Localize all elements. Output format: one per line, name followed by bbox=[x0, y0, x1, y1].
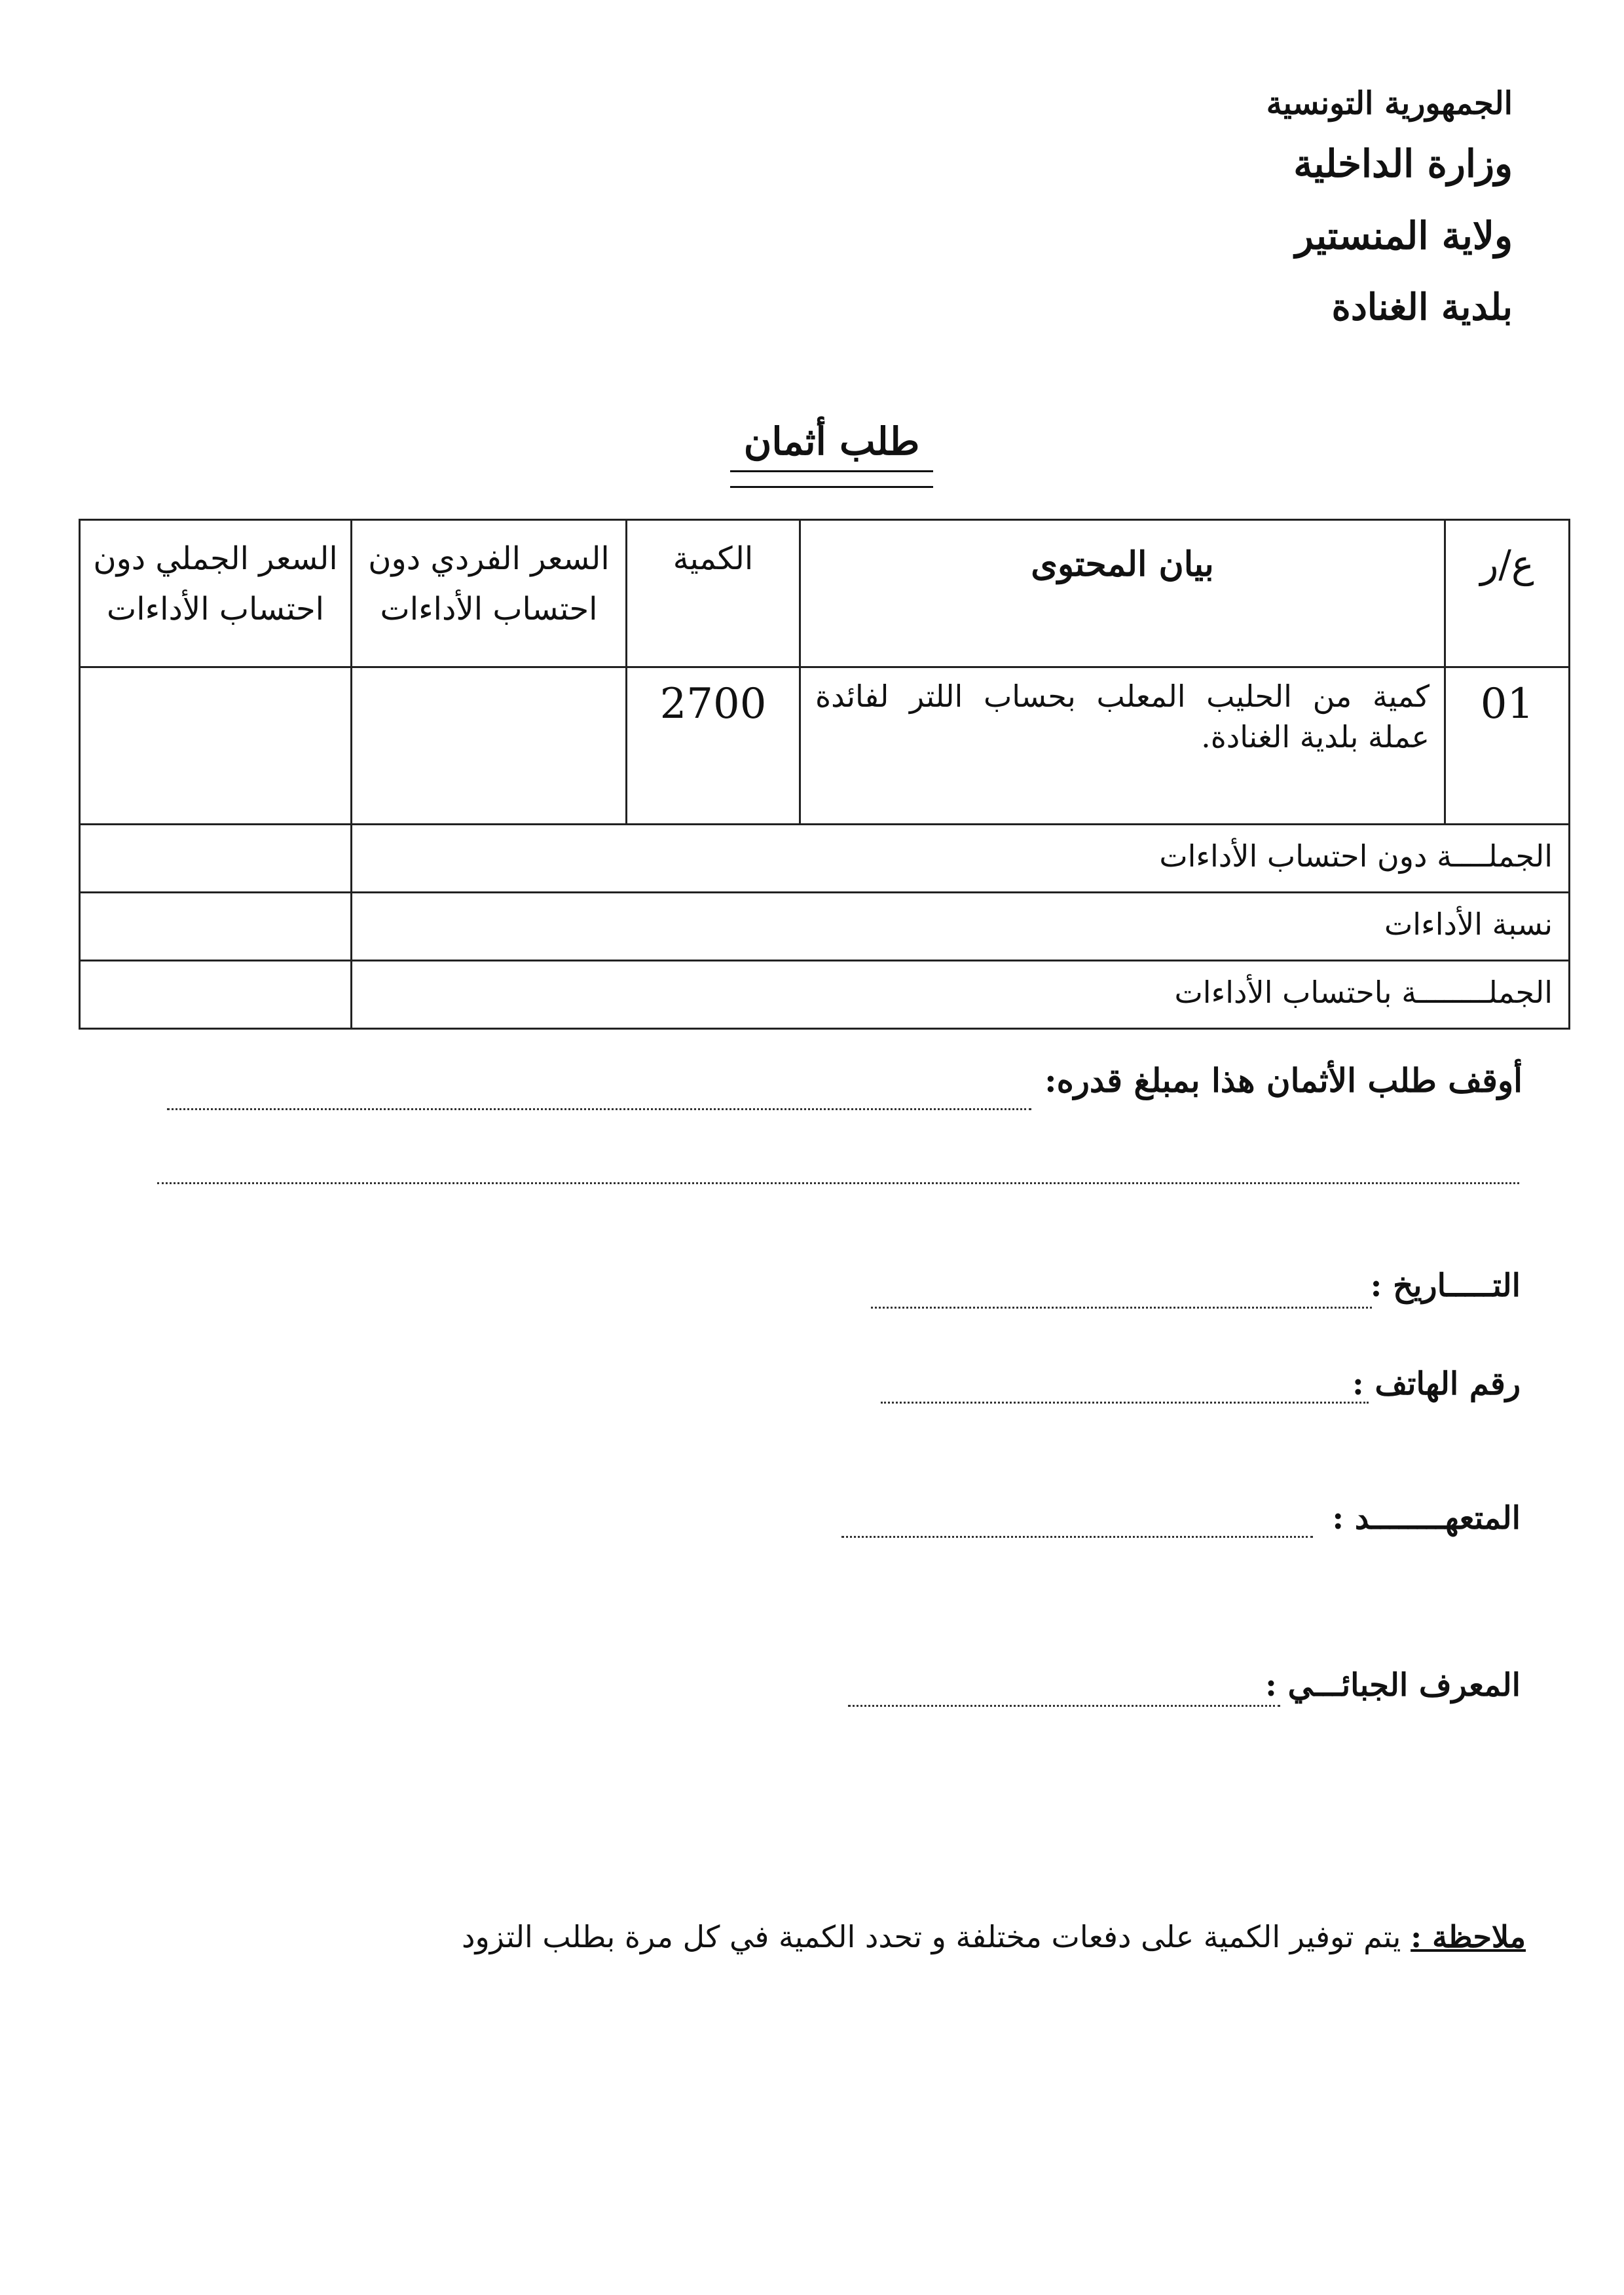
summary-row-total bbox=[80, 961, 1570, 1029]
note-text: يتم توفير الكمية على دفعات مختلفة و تحدد الكمية في كل مرة بطلب التزود bbox=[461, 1919, 1401, 1954]
tax-id-dotted-field[interactable] bbox=[848, 1705, 1280, 1707]
amount-dotted-line-1[interactable] bbox=[167, 1108, 1031, 1110]
cell-total-price[interactable] bbox=[80, 667, 352, 825]
date-label: التـــــاريخ : bbox=[1370, 1267, 1521, 1304]
cell-quantity: 2700 bbox=[627, 667, 800, 825]
header-total-price: السعر الجملي دون احتساب الأداءات bbox=[80, 520, 352, 667]
letterhead-governorate: ولاية المنستير bbox=[1295, 214, 1513, 258]
cell-unit-price[interactable] bbox=[352, 667, 627, 825]
letterhead-republic: الجمهورية التونسية bbox=[1266, 85, 1513, 122]
summary-value-total[interactable] bbox=[80, 961, 352, 1029]
phone-label: رقم الهاتف : bbox=[1352, 1366, 1521, 1402]
quotation-table bbox=[79, 519, 1570, 1030]
summary-label-tax-rate: نسبة الأداءات bbox=[352, 893, 1570, 961]
letterhead bbox=[1266, 85, 1513, 358]
summary-row-subtotal bbox=[80, 825, 1570, 893]
phone-dotted-field[interactable] bbox=[881, 1402, 1369, 1404]
letterhead-municipality: بلدية الغنادة bbox=[1331, 286, 1513, 329]
header-quantity: الكمية bbox=[627, 520, 800, 667]
letterhead-ministry: وزارة الداخلية bbox=[1293, 141, 1513, 186]
summary-label-total: الجملــــــــة باحتساب الأداءات bbox=[352, 961, 1570, 1029]
header-num: ع/ر bbox=[1445, 520, 1570, 667]
summary-label-subtotal: الجملــــة دون احتساب الأداءات bbox=[352, 825, 1570, 893]
contractor-dotted-field[interactable] bbox=[841, 1536, 1313, 1538]
note bbox=[462, 1919, 1526, 1954]
summary-value-tax-rate[interactable] bbox=[80, 893, 352, 961]
tax-id-label: المعرف الجبائـــي : bbox=[1265, 1667, 1521, 1704]
summary-row-tax-rate bbox=[80, 893, 1570, 961]
title-double-underline bbox=[730, 486, 933, 488]
summary-value-subtotal[interactable] bbox=[80, 825, 352, 893]
note-label: ملاحظة : bbox=[1411, 1919, 1526, 1954]
amount-statement: أوقف طلب الأثمان هذا بمبلغ قدره: bbox=[1044, 1061, 1522, 1100]
amount-dotted-line-2[interactable] bbox=[157, 1182, 1519, 1184]
cell-num: 01 bbox=[1445, 667, 1570, 825]
table-header-row bbox=[80, 520, 1570, 667]
header-description: بيان المحتوى bbox=[800, 520, 1445, 667]
cell-description: كمية من الحليب المعلب بحساب اللتر لفائدة عملة بلدية الغنادة. bbox=[800, 667, 1445, 825]
table-row bbox=[80, 667, 1570, 825]
document-title: طلب أثمان bbox=[730, 419, 933, 472]
contractor-label: المتعهــــــــد : bbox=[1332, 1500, 1521, 1537]
header-unit-price: السعر الفردي دون احتساب الأداءات bbox=[352, 520, 627, 667]
date-dotted-field[interactable] bbox=[871, 1307, 1372, 1309]
